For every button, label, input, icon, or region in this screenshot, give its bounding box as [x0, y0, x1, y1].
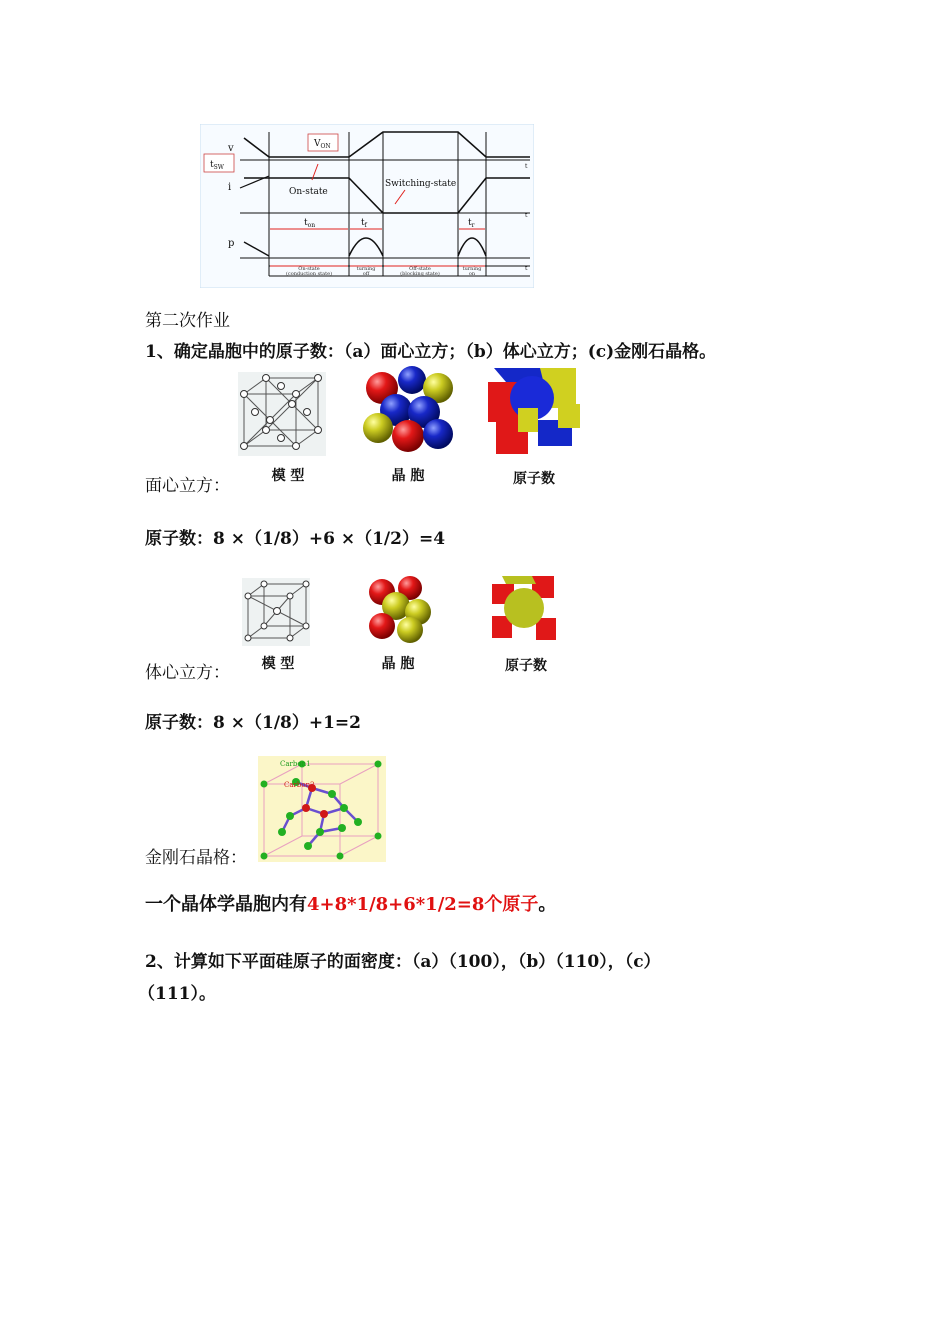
svg-text:turning: turning — [462, 266, 482, 272]
svg-text:off: off — [362, 271, 370, 277]
svg-text:ton: $t_{on}$ — [304, 218, 316, 229]
fcc-caption-count: 原子数 — [513, 471, 555, 487]
question-1: 1、确定晶胞中的原子数：（a）面心立方；（b）体心立方；(c)金刚石晶格。 — [145, 342, 717, 362]
svg-text:On-state: On-state — [298, 266, 320, 272]
svg-text:tf: $t_f$ — [361, 218, 367, 229]
carbon2-label: Carbon2 — [284, 781, 315, 789]
bcc-caption-model: 模 型 — [261, 656, 295, 672]
label-i: i — [228, 182, 232, 193]
fcc-atom-count-image — [488, 368, 580, 454]
label-on-state: On-state — [289, 187, 328, 197]
bcc-formula: 原子数：8 ×（1/8）+1=2 — [145, 713, 362, 733]
diamond-answer-red: 4+8*1/8+6*1/2=8个原子 — [307, 894, 539, 915]
diamond-label: 金刚石晶格： — [145, 848, 247, 868]
svg-text:Off-state: Off-state — [409, 266, 431, 272]
question-2-line2: （111）。 — [138, 984, 216, 1004]
fcc-cell-image — [362, 366, 458, 458]
fcc-formula: 原子数：8 ×（1/8）+6 ×（1/2）=4 — [145, 529, 446, 549]
bcc-caption-count: 原子数 — [505, 658, 547, 674]
switching-waveform-figure — [200, 124, 534, 288]
question-2-line1: 2、计算如下平面硅原子的面密度：（a）（100），（b）（110），（c） — [145, 952, 661, 972]
fcc-caption-model: 模 型 — [271, 468, 305, 484]
carbon1-label: Carbon1 — [280, 760, 311, 768]
svg-text:tr: $t_r$ — [468, 218, 475, 229]
label-p: p — [228, 238, 235, 249]
bcc-caption-cell: 晶 胞 — [381, 656, 415, 672]
diamond-answer-prefix: 一个晶体学晶胞内有 — [145, 894, 307, 915]
bcc-cell-image — [366, 576, 434, 644]
bcc-atom-count-image — [492, 576, 556, 640]
svg-text:turning: turning — [356, 266, 376, 272]
bcc-label: 体心立方： — [145, 663, 230, 683]
svg-text:t: t — [525, 265, 528, 272]
svg-text:VON: $V_{ON}$ — [314, 139, 331, 150]
fcc-caption-cell: 晶 胞 — [391, 468, 425, 484]
svg-text:(blocking state): (blocking state) — [400, 271, 440, 277]
svg-text:t: t — [525, 212, 528, 219]
svg-text:on: on — [468, 271, 476, 277]
svg-text:tSW: $t_{SW}$ — [210, 160, 224, 171]
label-v: v — [228, 143, 234, 154]
diamond-answer-suffix: 。 — [538, 894, 557, 915]
label-switching-state: Switching-state — [385, 179, 457, 189]
svg-text:t: t — [525, 163, 528, 170]
diamond-answer — [145, 890, 556, 916]
svg-text:(conduction state): (conduction state) — [285, 271, 333, 277]
fcc-label: 面心立方： — [145, 476, 230, 496]
fcc-model-image — [238, 372, 326, 456]
bcc-model-image — [242, 578, 310, 646]
homework-heading: 第二次作业 — [145, 311, 230, 331]
diamond-lattice-image — [258, 756, 386, 862]
